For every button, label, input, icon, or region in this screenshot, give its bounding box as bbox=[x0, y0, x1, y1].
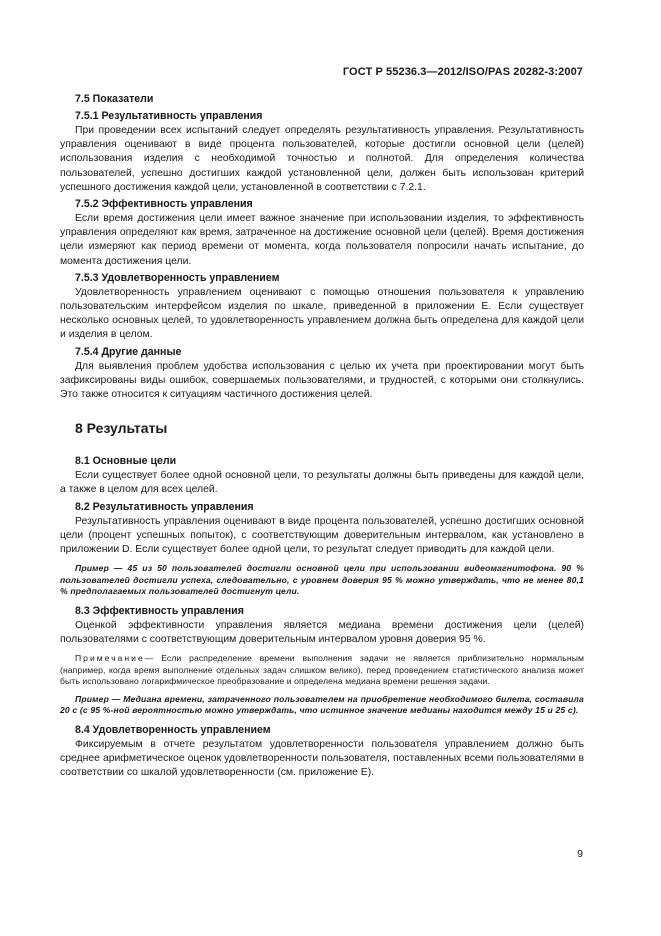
section-7-5-1-text: При проведении всех испытаний следует определять результативность управления. Результативность управления оценивают в виде процента пользователей, которые достигли основной цели (целей) использования изделия с необходимой точностью и полнотой. Для определения количества пользователей, успешно достигших каждой установленной цели, должен быть использован критерий успешного достижения каждой цели, установленной в соответствии с 7.2.1. bbox=[60, 125, 584, 193]
section-8-1-text: Если существует более одной основной цели, то результаты должны быть приведены для каждой цели, а также в целом для всех целей. bbox=[60, 470, 584, 496]
section-8-4-text: Фиксируемым в отчете результатом удовлетворенности пользователя управлением должно быть среднее арифметическое оценок удовлетворенности пользователя, поставленных всеми пользователями в соответствии со шкалой удовлетворенности (см. приложение Е). bbox=[60, 738, 584, 779]
section-7-5-4-text: Для выявления проблем удобства использования с целью их учета при проектировании могут быть зафиксированы виды ошибок, совершаемых пользователями, и трудностей, с которыми они столкнулись. Это также относится к ситуациям частичного достижения целей. bbox=[60, 360, 584, 401]
section-8-3-example: Пример — Медиана времени, затраченного пользователем на приобретение необходимого билета, составила 20 с (с 95 %-ной вероятностью можно утверждать, что истинное значение медианы находится между 15 и 25 с). bbox=[60, 693, 584, 716]
note-text: — Если распределение времени выполнения задачи не является приблизительно нормальным (например, когда время выполнение отдельных задач слишком велико), перед проведением статистического анализа может быть использовано логарифмическое преобразование и определена медиана времени решения задачи. bbox=[60, 653, 584, 687]
section-7-5-3-title: 7.5.3 Удовлетворенность управлением bbox=[75, 271, 280, 284]
page-number: 9 bbox=[577, 848, 583, 860]
section-7-5-4-title: 7.5.4 Другие данные bbox=[75, 345, 182, 358]
section-8-3-text: Оценкой эффективности управления является медиана времени достижения цели (целей) пользователями с соответствующим доверительным интервалом уровня доверия 95 %. bbox=[60, 619, 584, 645]
section-8-2-title: 8.2 Результативность управления bbox=[75, 500, 254, 513]
section-8-4-title: 8.4 Удовлетворенность управлением bbox=[75, 723, 271, 736]
section-8-2-example: Пример — 45 из 50 пользователей достигли основной цели при использовании видеомагнитофона. 90 % пользователей достигли успеха, следовательно, с уровнем доверия 95 % можно утверждать, что не менее 80,1 % предполагаемых пользователей достигнут цели. bbox=[60, 563, 584, 597]
section-8-2-text: Результативность управления оценивают в виде процента пользователей, успешно достигших основной цели (процент успешных попыток), с соответствующим доверительным интервалом, как установлено в приложении D. Если существует более одной цели, то результат следует приводить для каждой цели. bbox=[60, 515, 584, 556]
section-8-3-note bbox=[60, 653, 584, 688]
section-7-5-2-title: 7.5.2 Эффективность управления bbox=[75, 198, 253, 211]
section-7-5-3-text: Удовлетворенность управлением оценивают с помощью отношения пользователя к управлению пользовательским интерфейсом изделия по шкале, приведенной в приложении Е. Если существует несколько основных целей, то удовлетворенность управлением должна быть определена для каждой цели и изделия в целом. bbox=[60, 286, 584, 341]
document-code-header: ГОСТ Р 55236.3—2012/ISO/PAS 20282-3:2007 bbox=[342, 66, 583, 78]
page-content bbox=[60, 92, 584, 780]
section-7-5-2-text: Если время достижения цели имеет важное значение при использовании изделия, то эффективность управления определяют как время, затраченное на достижение основной цели (целей). Время достижения цели измеряют как период времени от момента, когда пользователя попросили начать испытание, до момента достижения цели. bbox=[60, 213, 584, 267]
section-7-5-title: 7.5 Показатели bbox=[75, 93, 154, 105]
section-8-1-title: 8.1 Основные цели bbox=[75, 455, 177, 468]
note-label: Примечание bbox=[75, 653, 145, 664]
section-8-title: 8 Результаты bbox=[75, 420, 168, 437]
section-8-3-title: 8.3 Эффективность управления bbox=[75, 604, 244, 617]
section-7-5-1-title: 7.5.1 Результативность управления bbox=[75, 110, 263, 122]
